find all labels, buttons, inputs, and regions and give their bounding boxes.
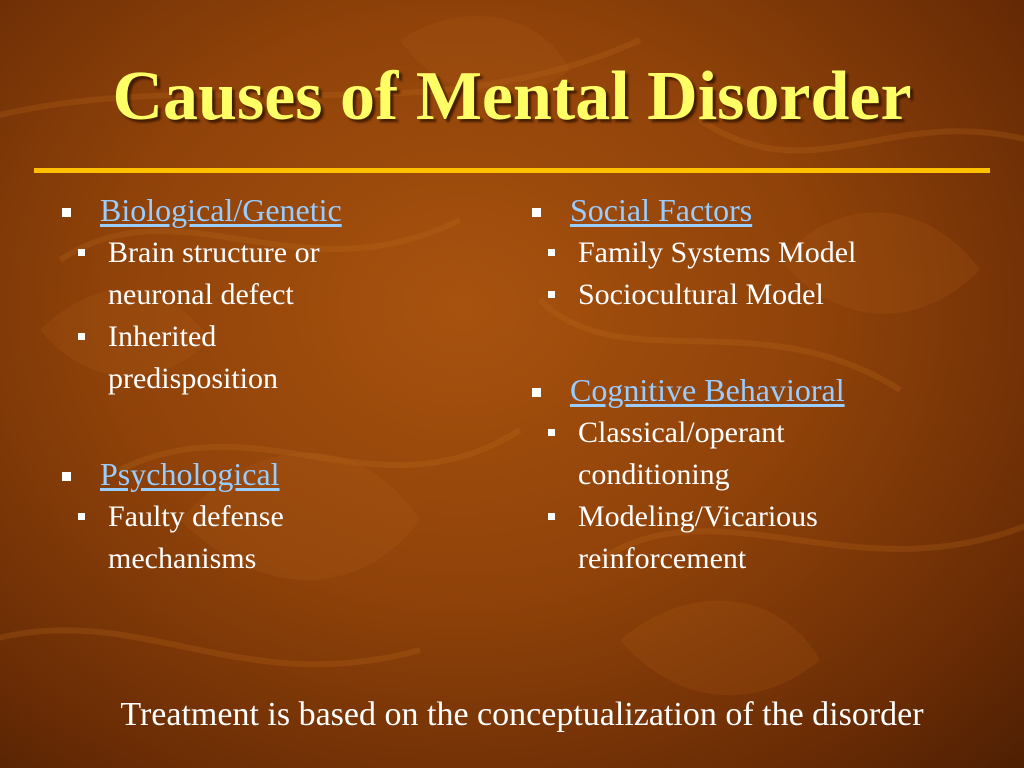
sub-bullet-text: mechanisms	[108, 542, 257, 575]
bullet-psychological	[62, 452, 482, 496]
right-column	[532, 188, 1002, 580]
spacer	[62, 400, 482, 452]
sub-bullet-brain-structure	[62, 232, 482, 316]
slide-footer: Treatment is based on the conceptualization of the disorder	[120, 696, 924, 733]
square-bullet-icon	[548, 429, 555, 436]
left-column	[62, 188, 482, 580]
sub-bullet-family-systems	[532, 232, 1002, 274]
slide-title: Causes of Mental Disorder	[112, 58, 912, 135]
sub-bullet-text: Modeling/Vicarious	[578, 500, 818, 533]
sub-bullet-text: Inherited	[108, 320, 217, 353]
square-bullet-icon	[548, 291, 555, 298]
square-bullet-icon	[62, 472, 71, 481]
sub-bullet-text: Family Systems Model	[578, 236, 857, 269]
link-social-factors[interactable]: Social Factors	[570, 192, 753, 228]
square-bullet-icon	[78, 249, 85, 256]
sub-bullet-classical-operant	[532, 412, 1002, 496]
sub-bullet-faulty-defense	[62, 496, 482, 580]
square-bullet-icon	[548, 249, 555, 256]
square-bullet-icon	[532, 388, 541, 397]
bullet-biological-genetic	[62, 188, 482, 232]
square-bullet-icon	[62, 208, 71, 217]
sub-bullet-text: Sociocultural Model	[578, 278, 824, 311]
square-bullet-icon	[78, 513, 85, 520]
sub-bullet-modeling	[532, 496, 1002, 580]
sub-bullet-inherited	[62, 316, 482, 400]
square-bullet-icon	[78, 333, 85, 340]
link-psychological[interactable]: Psychological	[100, 456, 280, 492]
square-bullet-icon	[532, 208, 541, 217]
sub-bullet-text: neuronal defect	[108, 278, 294, 311]
sub-bullet-text: predisposition	[108, 362, 278, 395]
spacer	[532, 316, 1002, 368]
link-cognitive-behavioral[interactable]: Cognitive Behavioral	[570, 372, 845, 408]
sub-bullet-sociocultural	[532, 274, 1002, 316]
title-divider	[34, 168, 990, 173]
sub-bullet-text: conditioning	[578, 458, 730, 491]
sub-bullet-text: Brain structure or	[108, 236, 320, 269]
sub-bullet-text: Classical/operant	[578, 416, 785, 449]
square-bullet-icon	[548, 513, 555, 520]
sub-bullet-text: reinforcement	[578, 542, 747, 575]
bullet-cognitive-behavioral	[532, 368, 1002, 412]
sub-bullet-text: Faulty defense	[108, 500, 284, 533]
link-biological-genetic[interactable]: Biological/Genetic	[100, 192, 342, 228]
bullet-social-factors	[532, 188, 1002, 232]
